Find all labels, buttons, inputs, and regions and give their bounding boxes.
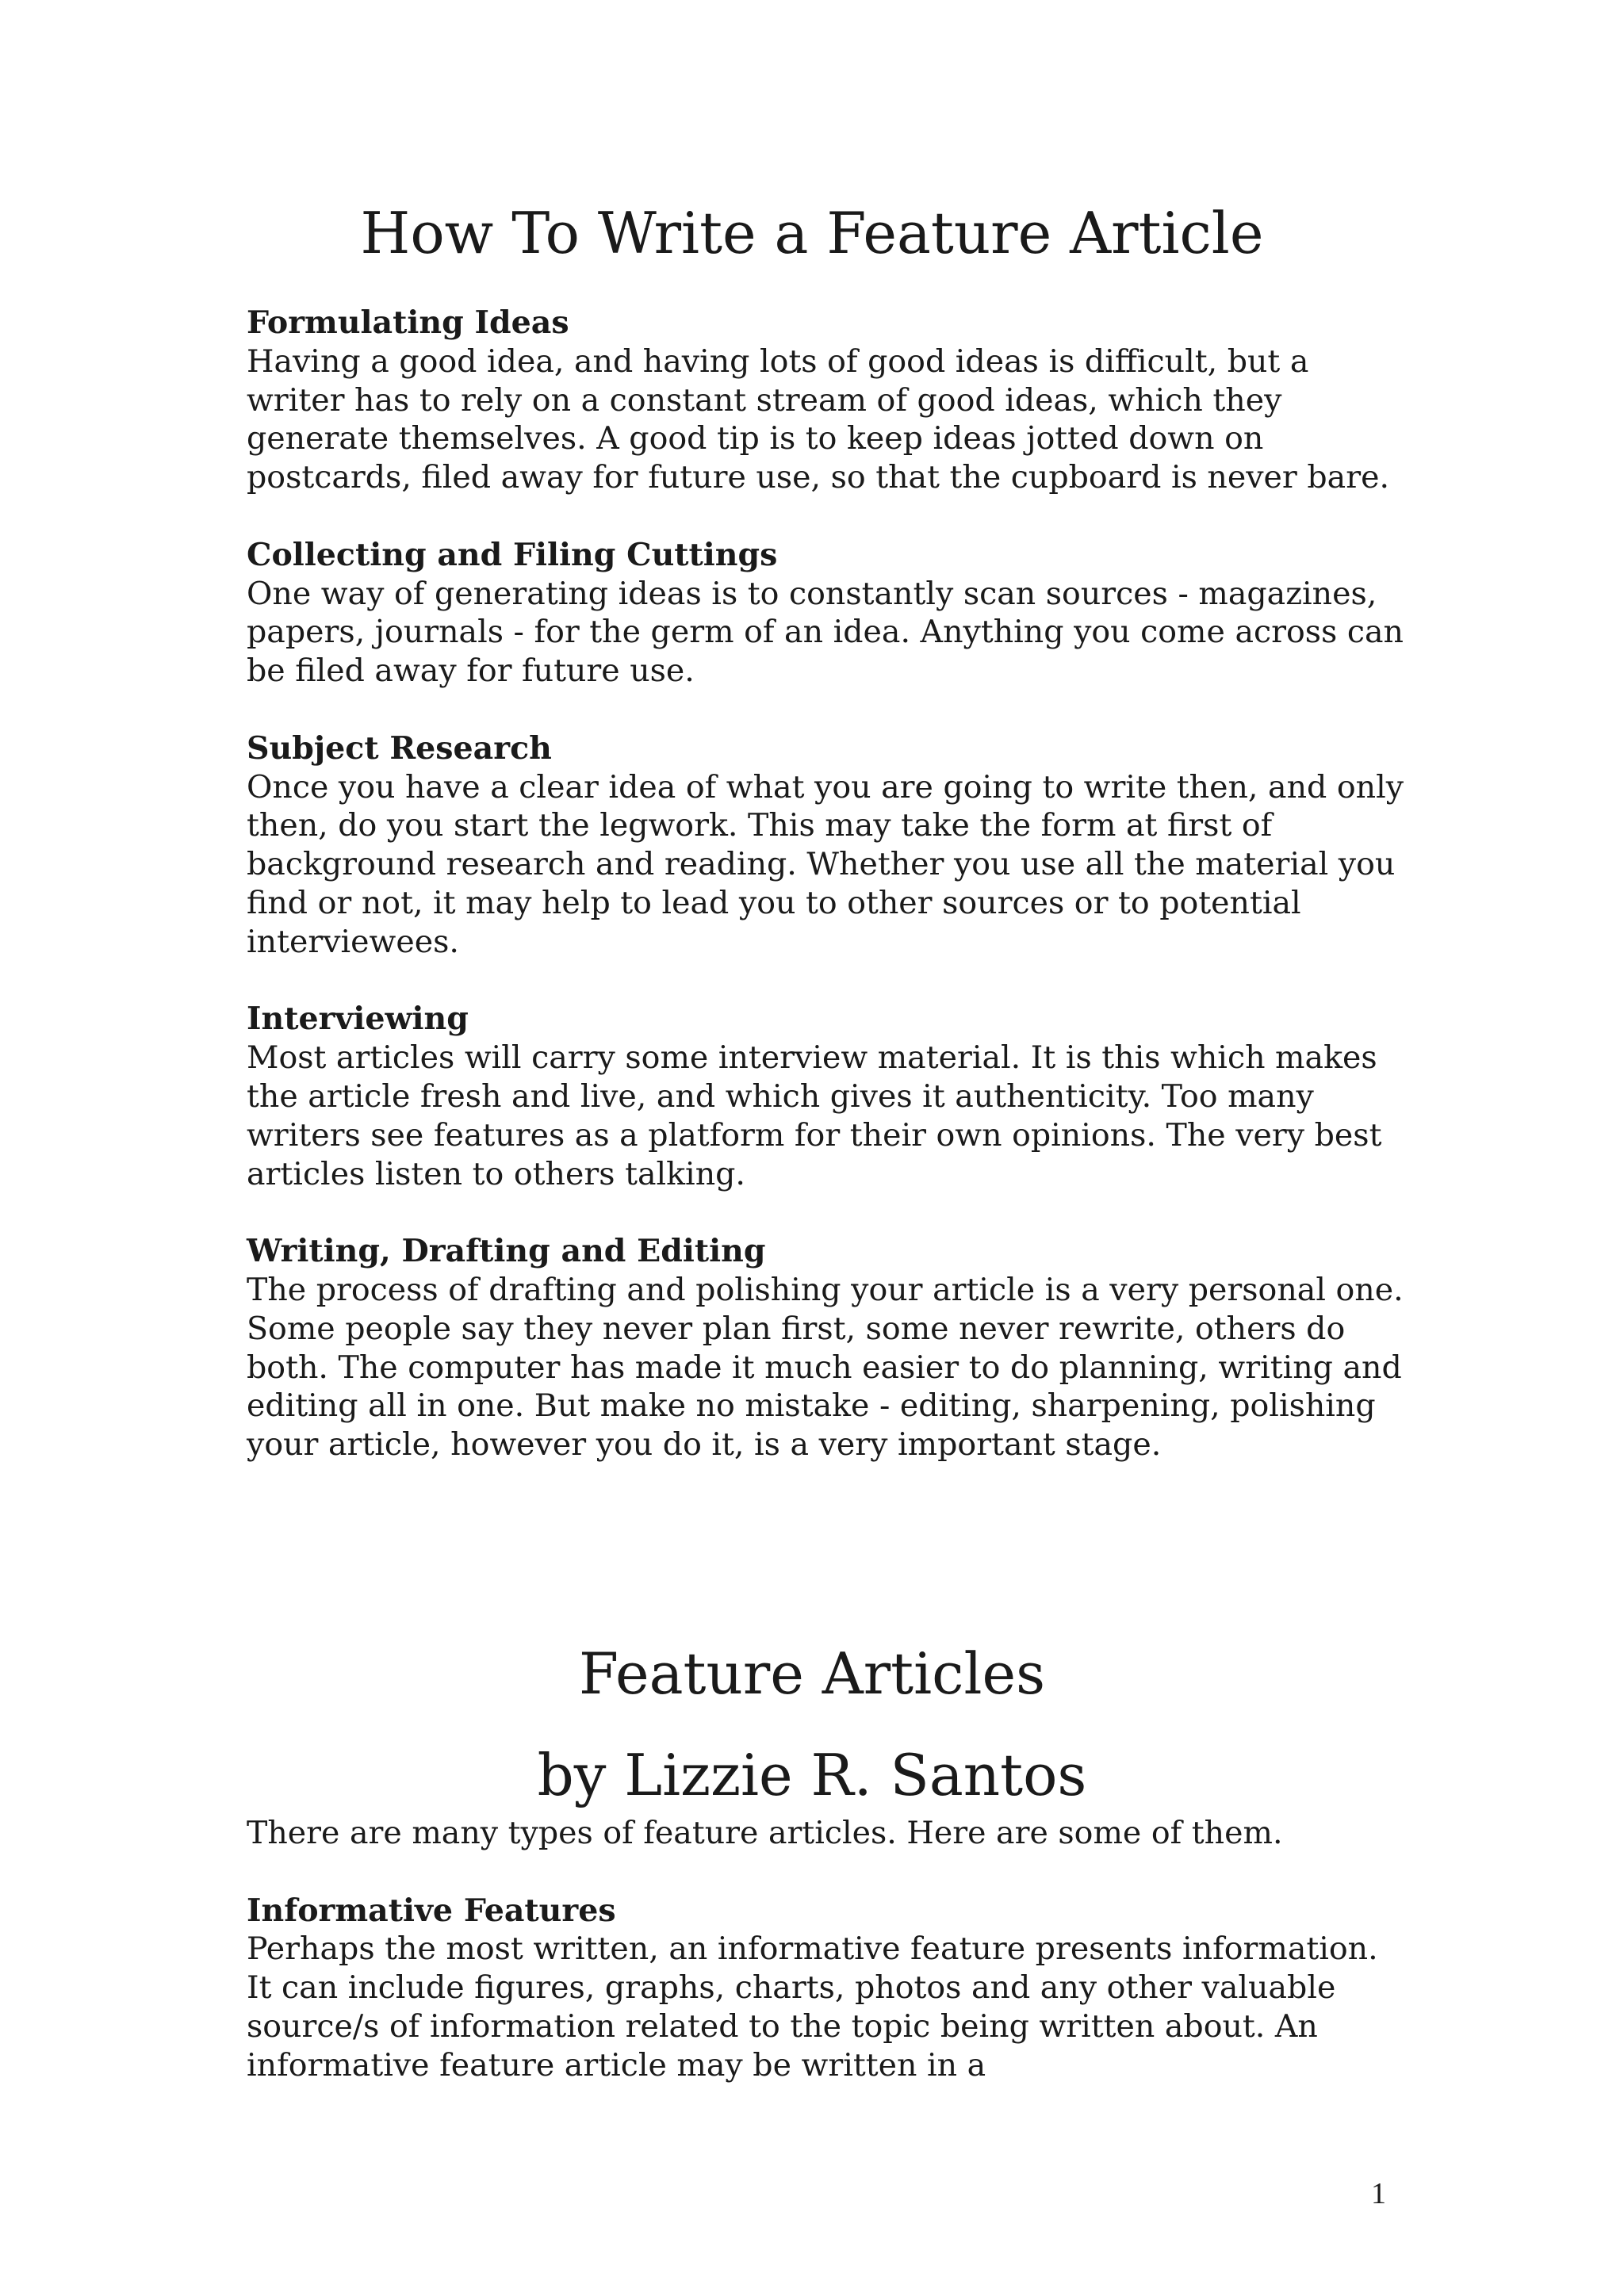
section-text: The process of drafting and polishing your article is a very personal one. Some people say they never plan first, some never rewrite, others do both. The computer has made it much easier to do planning, writing and editing all in one. But make no mistake - editing, sharpening, polishing your article, however you do it, is a very important stage. bbox=[247, 1271, 1404, 1464]
second-title-line: Feature Articles bbox=[578, 1640, 1046, 1707]
section-heading: Formulating Ideas bbox=[247, 304, 569, 341]
section-heading: Collecting and Filing Cuttings bbox=[247, 536, 778, 573]
section-writing-drafting-editing bbox=[247, 1232, 1404, 1464]
second-title bbox=[0, 1623, 1624, 1826]
section-text: Most articles will carry some interview material. It is this which makes the article fresh and live, and which gives it authenticity. Too many writers see features as a platform for their own opinions. The very best articles listen to others talking. bbox=[247, 1039, 1382, 1192]
article-body bbox=[247, 304, 1404, 1503]
section-text: One way of generating ideas is to constantly scan sources - magazines, papers, journals - for the germ of an idea. Anything you come across can be filed away for future use. bbox=[247, 575, 1404, 690]
author-line: by Lizzie R. Santos bbox=[537, 1742, 1087, 1808]
feature-types-body bbox=[247, 1814, 1404, 2085]
section-text: Having a good idea, and having lots of good ideas is difficult, but a writer has to rely on a constant stream of good ideas, which they generate themselves. A good tip is to keep ideas jotted down on postcards, filed away for future use, so that the cupboard is never bare. bbox=[247, 342, 1390, 496]
page-title: How To Write a Feature Article bbox=[360, 200, 1264, 266]
section-heading: Informative Features bbox=[247, 1892, 616, 1929]
section-text: Once you have a clear idea of what you are going to write then, and only then, do you start the legwork. This may take the form at first of background research and reading. Whether you use all the material you find or not, it may help to lead you to other sources or to potential interviewees. bbox=[247, 768, 1404, 960]
section-formulating-ideas bbox=[247, 304, 1404, 497]
section-subject-research bbox=[247, 729, 1404, 962]
section-heading: Interviewing bbox=[247, 1001, 469, 1038]
section-interviewing bbox=[247, 1000, 1404, 1193]
section-heading: Writing, Drafting and Editing bbox=[247, 1233, 766, 1270]
section-heading: Subject Research bbox=[247, 729, 552, 767]
intro-text: There are many types of feature articles. Here are some of them. bbox=[247, 1815, 1283, 1851]
section-informative-features bbox=[247, 1892, 1404, 2085]
section-collecting-cuttings bbox=[247, 536, 1404, 691]
section-text: Perhaps the most written, an informative feature presents information. It can include figures, graphs, charts, photos and any other valuable source/s of information related to the topic being written about. An informative feature article may be written in a bbox=[247, 1931, 1378, 2084]
page-number: 1 bbox=[1371, 2177, 1386, 2210]
